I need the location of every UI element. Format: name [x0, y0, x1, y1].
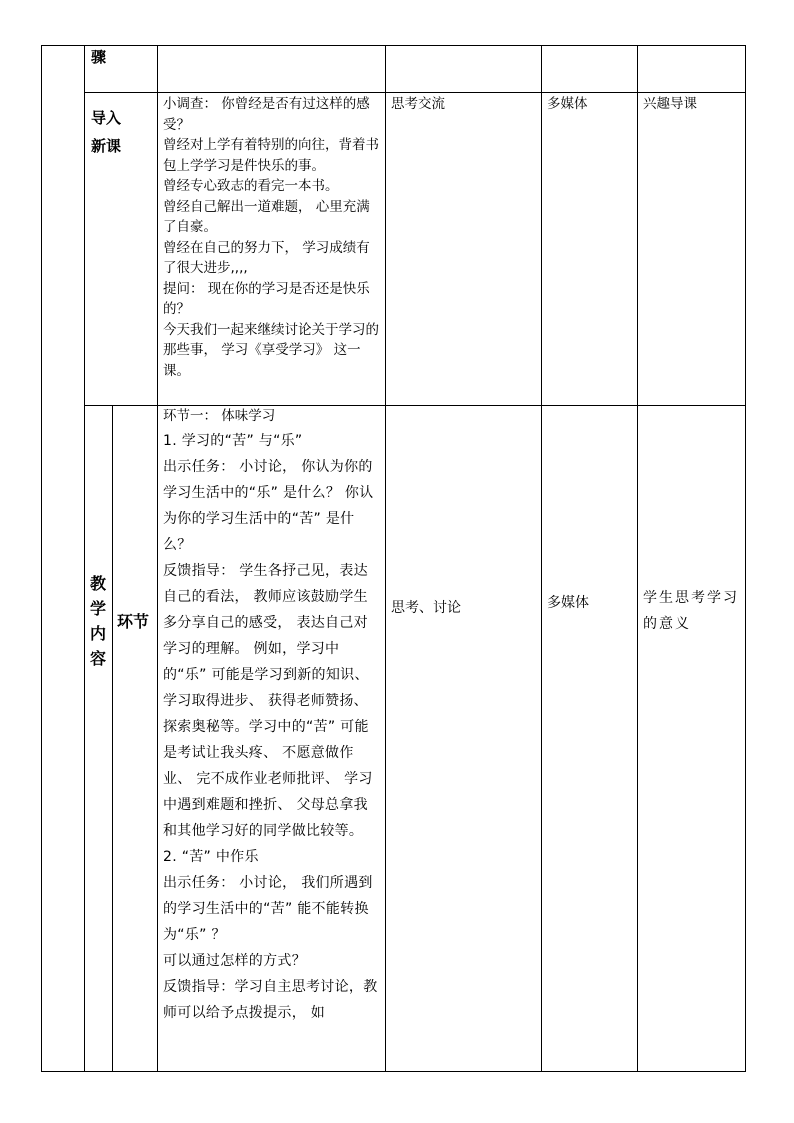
intro-paragraph: 今天我们一起来继续讨论关于学习的那些事， 学习《享受学习》 这一课。: [163, 321, 379, 379]
intro-student-activity: 思考交流: [391, 96, 445, 112]
col-divider-2: [157, 45, 158, 1072]
intro-paragraph: 曾经自己解出一道难题， 心里充满了自豪。: [163, 198, 370, 235]
main-content-first: 环节一： 体味学习: [163, 408, 276, 424]
main-purpose: 学生思考学习的意义: [643, 590, 739, 632]
intro-paragraph: 曾经专心致志的看完一本书。: [163, 178, 339, 194]
sub-label: 环节: [117, 612, 150, 631]
col-divider-6: [745, 45, 746, 1072]
main-student-activity: 思考、讨论: [391, 600, 461, 616]
header-step-label: 骤: [91, 48, 107, 66]
section-label-char: 容: [89, 649, 106, 668]
main-paragraph: 反馈指导：学习自主思考讨论，教师可以给予点拨提示， 如: [163, 979, 378, 1021]
main-paragraph: 反馈指导： 学生各抒己见，表达自己的看法， 教师应该鼓励学生多分享自己的感受， 表达自己对学习的理解。 例如，学习中的“乐” 可能是学习到新的知识、学习取得进步、 获得老师赞扬、 探索奥秘等。学习中的“苦” 可能是考试让我头疼、 不愿意做作业、 完不成作业老师批评、 学习中遇到难题和挫折、 父母总拿我和其他学习好的同学做比较等。: [163, 563, 373, 839]
intro-content: [163, 94, 381, 381]
intro-stage-label: [91, 104, 121, 160]
section-label-char: 教: [89, 574, 106, 593]
main-paragraph: 出示任务： 小讨论， 我们所遇到的学习生活中的“苦” 能不能转换为“乐” ？: [163, 875, 373, 943]
main-paragraph: 2. “苦” 中作乐: [163, 849, 259, 865]
main-paragraph: 1. 学习的“苦” 与“乐”: [163, 433, 303, 449]
col-divider-1: [84, 45, 85, 1072]
section-label-vertical: [88, 571, 108, 671]
main-paragraph: 出示任务： 小讨论， 你认为你的学习生活中的“乐” 是什么？ 你认为你的学习生活中的“苦” 是什么？: [163, 459, 374, 553]
table-border-bottom: [41, 1071, 746, 1072]
col-divider-1b: [112, 405, 113, 1072]
intro-stage-line-2: 新课: [91, 137, 122, 155]
main-paragraph: 可以通过怎样的方式？: [163, 953, 306, 969]
intro-paragraph: 曾经对上学有着特别的向往，背着书包上学学习是件快乐的事。: [163, 137, 379, 174]
section-label-char: 学: [89, 599, 106, 618]
table-border-top: [41, 45, 746, 46]
col-divider-0: [41, 45, 42, 1072]
col-divider-3: [385, 45, 386, 1072]
row-divider-1: [84, 92, 746, 93]
intro-paragraph: 提问： 现在你的学习是否还是快乐的？: [163, 280, 370, 317]
col-divider-4: [541, 45, 542, 1072]
section-label-char: 内: [89, 624, 106, 643]
intro-media: 多媒体: [547, 96, 588, 112]
main-media: 多媒体: [547, 595, 589, 611]
intro-purpose: 兴趣导课: [643, 96, 697, 112]
intro-stage-line-1: 导入: [91, 109, 122, 127]
col-divider-5: [637, 45, 638, 1072]
intro-paragraph: 小调查： 你曾经是否有过这样的感受？: [163, 96, 370, 133]
intro-paragraph: 曾经在自己的努力下， 学习成绩有了很大进步,,,,: [163, 239, 370, 276]
main-content: [163, 428, 382, 1026]
